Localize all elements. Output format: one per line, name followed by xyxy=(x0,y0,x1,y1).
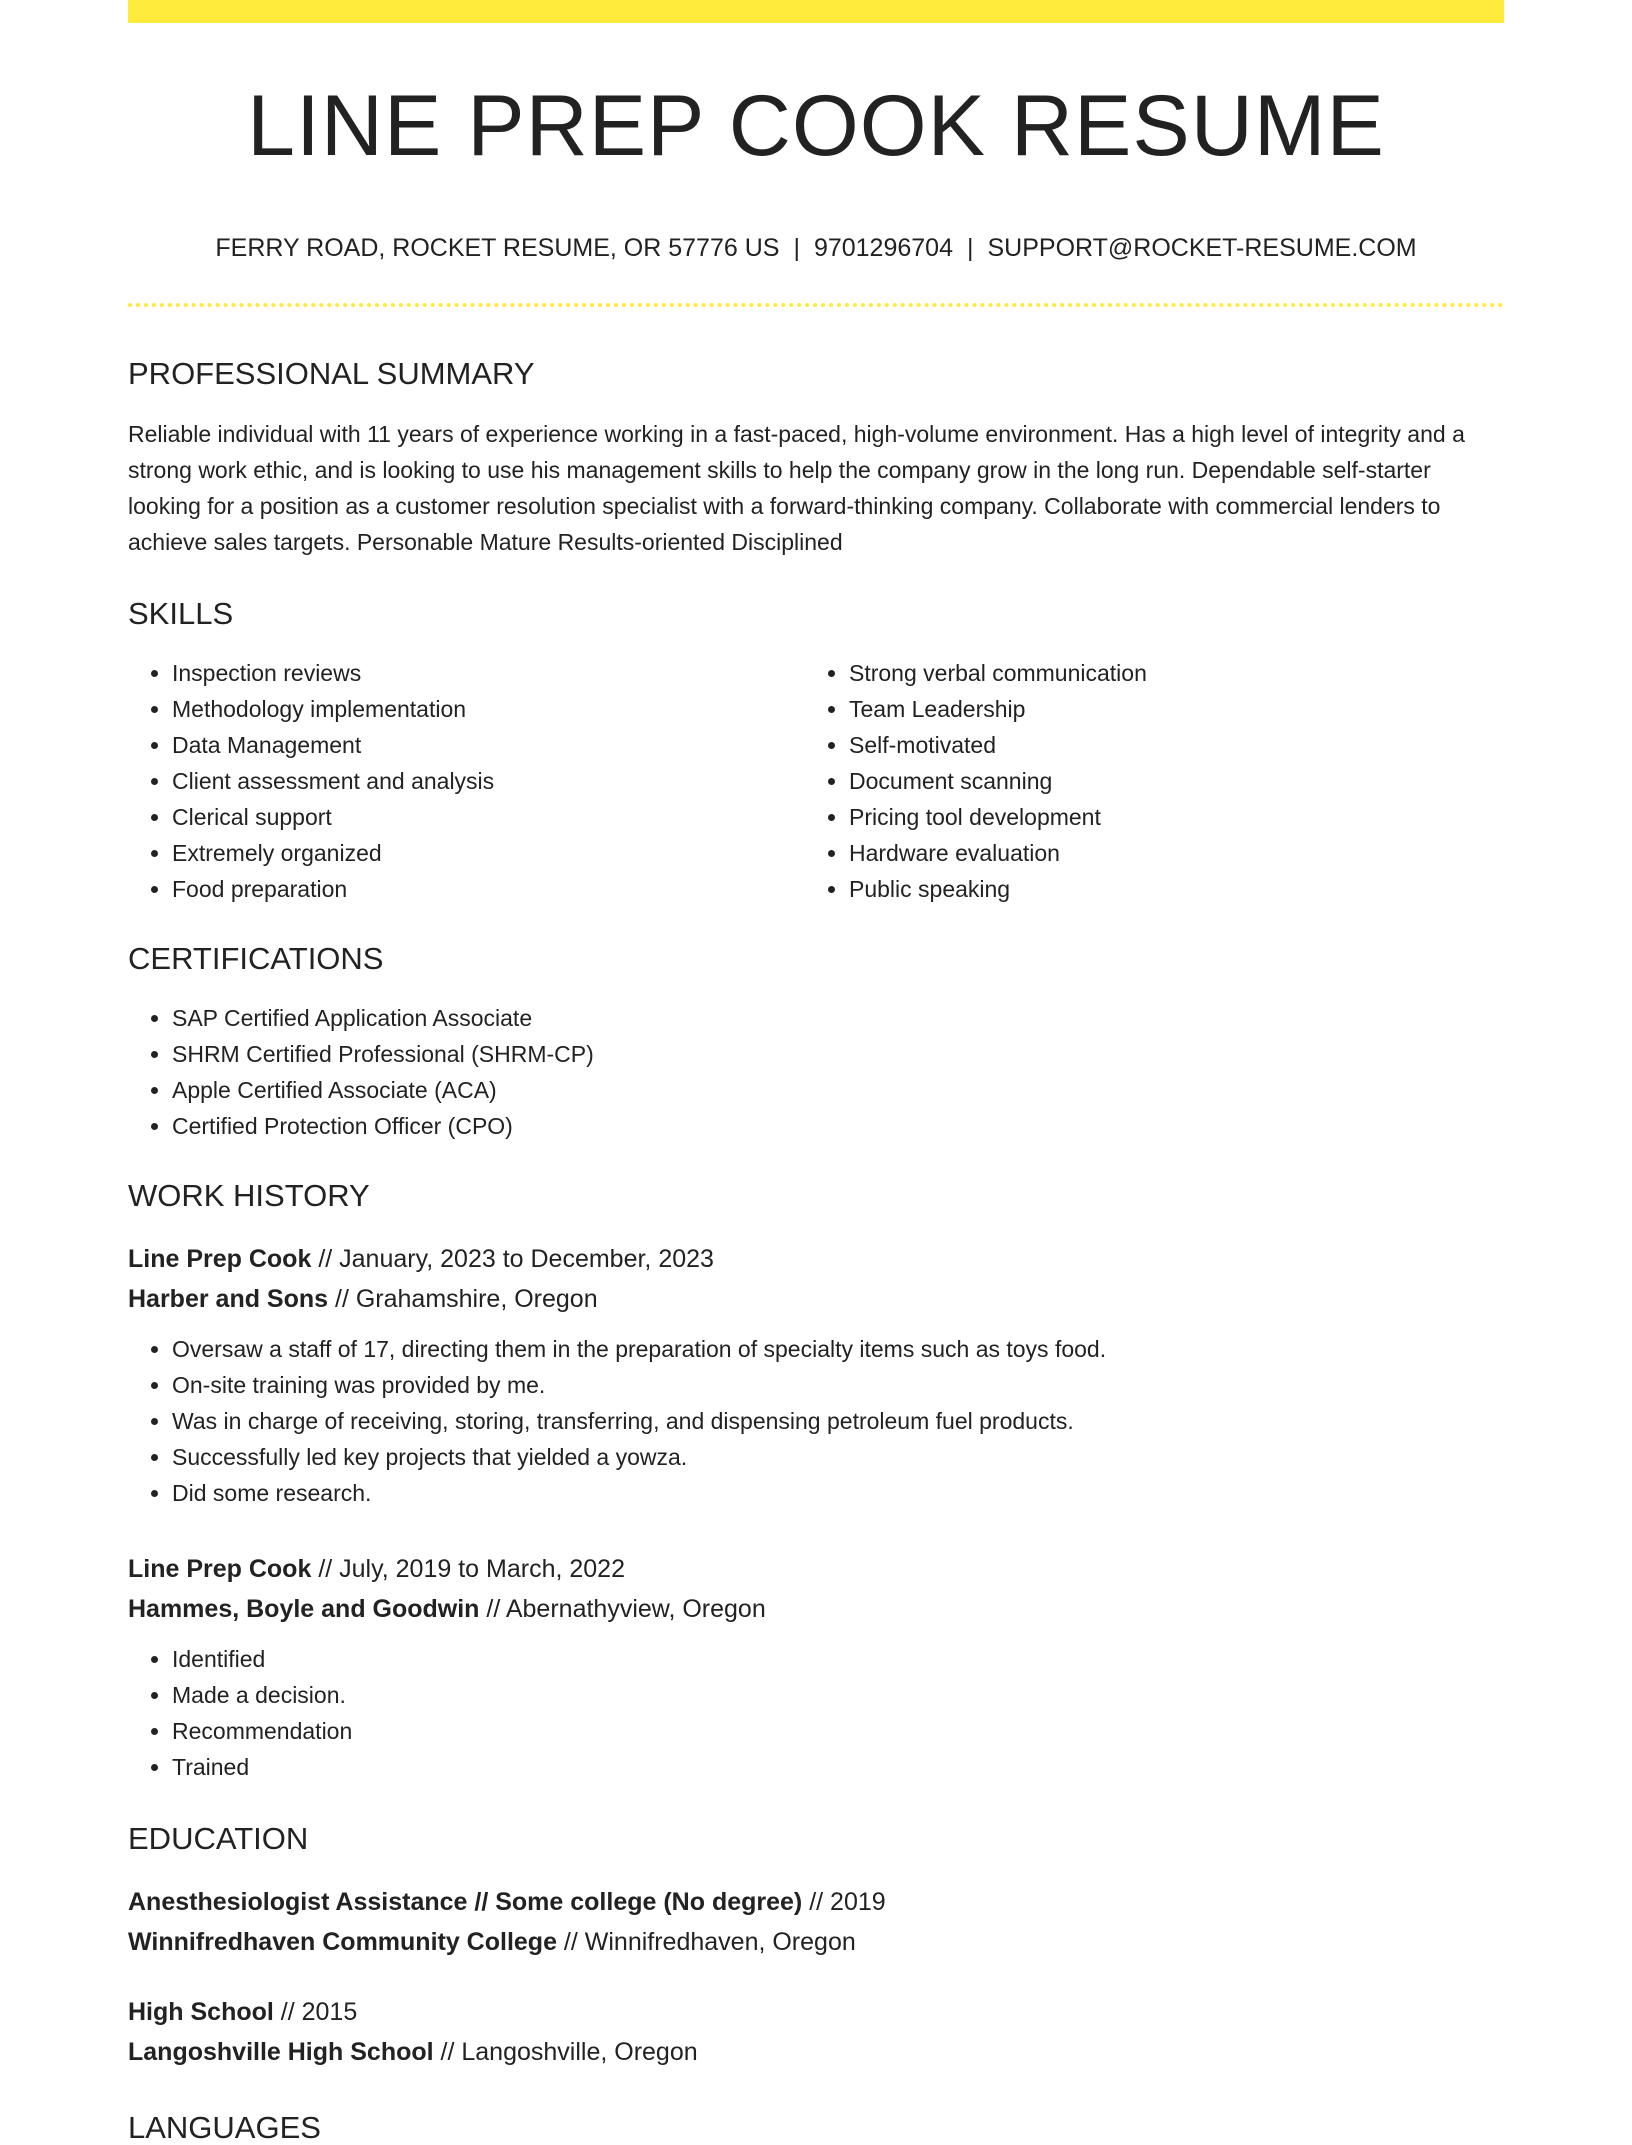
job-role-line xyxy=(128,1239,1504,1279)
contact-address: FERRY ROAD, ROCKET RESUME, OR 57776 US xyxy=(215,234,780,262)
section-title-languages: LANGUAGES xyxy=(128,2110,321,2145)
skill-item: • Self-motivated xyxy=(849,727,1483,763)
skill-item: • Client assessment and analysis xyxy=(172,763,806,799)
skill-item: • Extremely organized xyxy=(172,835,806,871)
job-bullet: • Did some research. xyxy=(172,1475,1504,1511)
skill-item: • Clerical support xyxy=(172,799,806,835)
contact-phone: 9701296704 xyxy=(813,234,953,262)
education-school: Winnifredhaven Community College xyxy=(128,1928,557,1956)
education-year: // 2019 xyxy=(802,1888,886,1916)
job-bullet: • Identified xyxy=(172,1641,1504,1677)
education-school-line xyxy=(128,2032,1504,2072)
education-entry xyxy=(128,1992,1504,2072)
job-bullet: • Trained xyxy=(172,1749,1504,1785)
skill-item: • Pricing tool development xyxy=(849,799,1483,835)
job-company-line xyxy=(128,1589,1504,1629)
skills-list-right xyxy=(806,655,1483,907)
summary-text: Reliable individual with 11 years of experience working in a fast-paced, high-volume environment. Has a high level of integrity and a strong work ethic, and is looking to use his management skills to help the company grow in the long run. Dependable self-starter looking for a position as a customer resolution specialist with a forward-thinking company. Collaborate with commercial lenders to achieve sales targets. Personable Mature Results-oriented Disciplined xyxy=(128,421,1465,555)
skill-item: • Hardware evaluation xyxy=(849,835,1483,871)
certifications-list xyxy=(128,1000,1504,1144)
job-bullets xyxy=(128,1641,1504,1785)
section-title-education: EDUCATION xyxy=(128,1821,309,1856)
education-school: Langoshville High School xyxy=(128,2038,434,2066)
education-degree-line xyxy=(128,1992,1504,2032)
job-dates: // January, 2023 to December, 2023 xyxy=(311,1245,714,1273)
skills-grid xyxy=(128,655,1504,907)
education-degree: Anesthesiologist Assistance // Some college (No degree) xyxy=(128,1888,803,1916)
job-bullet: • On-site training was provided by me. xyxy=(172,1367,1504,1403)
job-company: Harber and Sons xyxy=(128,1285,329,1313)
job-role: Line Prep Cook xyxy=(128,1245,312,1273)
job-bullet: • Made a decision. xyxy=(172,1677,1504,1713)
accent-top-bar xyxy=(128,0,1504,23)
section-title-certifications: CERTIFICATIONS xyxy=(128,941,384,976)
education-entry xyxy=(128,1882,1504,1962)
job-company-line xyxy=(128,1279,1504,1319)
skill-item: • Public speaking xyxy=(849,871,1483,907)
section-title-work-history: WORK HISTORY xyxy=(128,1178,370,1213)
skill-item: • Data Management xyxy=(172,727,806,763)
skill-item: • Methodology implementation xyxy=(172,691,806,727)
job-bullets xyxy=(128,1331,1504,1511)
job-location: // Abernathyview, Oregon xyxy=(479,1595,766,1623)
job-role-line xyxy=(128,1549,1504,1589)
job-location: // Grahamshire, Oregon xyxy=(328,1285,598,1313)
skills-list-left xyxy=(128,655,806,907)
job-bullet: • Recommendation xyxy=(172,1713,1504,1749)
certification-item: • Apple Certified Associate (ACA) xyxy=(172,1072,1504,1108)
certification-item: • SAP Certified Application Associate xyxy=(172,1000,1504,1036)
contact-separator: | xyxy=(793,234,800,262)
dotted-divider xyxy=(128,303,1504,307)
skill-item: • Food preparation xyxy=(172,871,806,907)
contact-email: SUPPORT@ROCKET-RESUME.COM xyxy=(987,234,1417,262)
resume-title: LINE PREP COOK RESUME xyxy=(247,78,1385,174)
contact-separator: | xyxy=(966,234,974,262)
job-entry xyxy=(128,1239,1504,1511)
education-year: // 2015 xyxy=(273,1998,358,2026)
section-title-skills: SKILLS xyxy=(128,596,234,631)
skill-item: • Strong verbal communication xyxy=(849,655,1483,691)
section-title-summary: PROFESSIONAL SUMMARY xyxy=(128,356,535,391)
education-location: // Winnifredhaven, Oregon xyxy=(556,1928,856,1956)
job-bullet: • Oversaw a staff of 17, directing them in the preparation of specialty items such as toys food. xyxy=(172,1331,1504,1367)
contact-line xyxy=(128,236,1504,261)
skill-item: • Team Leadership xyxy=(849,691,1483,727)
education-degree: High School xyxy=(128,1998,274,2026)
education-school-line xyxy=(128,1922,1504,1962)
certification-item: • Certified Protection Officer (CPO) xyxy=(172,1108,1504,1144)
resume-page xyxy=(128,0,1504,2143)
education-degree-line xyxy=(128,1882,1504,1922)
job-entry xyxy=(128,1549,1504,1785)
job-dates: // July, 2019 to March, 2022 xyxy=(311,1555,625,1583)
education-location: // Langoshville, Oregon xyxy=(433,2038,698,2066)
job-bullet: • Successfully led key projects that yielded a yowza. xyxy=(172,1439,1504,1475)
certification-item: • SHRM Certified Professional (SHRM-CP) xyxy=(172,1036,1504,1072)
skill-item: • Document scanning xyxy=(849,763,1483,799)
job-bullet: • Was in charge of receiving, storing, transferring, and dispensing petroleum fuel products. xyxy=(172,1403,1504,1439)
job-company: Hammes, Boyle and Goodwin xyxy=(128,1595,480,1623)
skill-item: • Inspection reviews xyxy=(172,655,806,691)
job-role: Line Prep Cook xyxy=(128,1555,312,1583)
